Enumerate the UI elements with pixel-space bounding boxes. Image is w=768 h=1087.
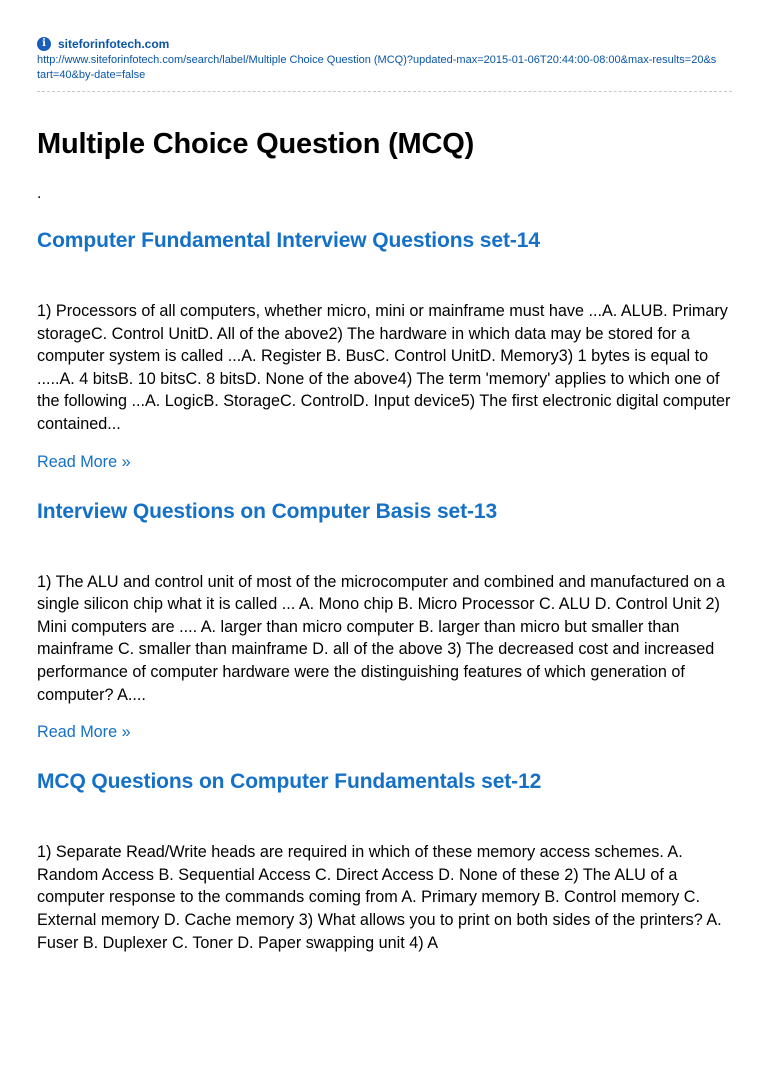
source-url[interactable]: http://www.siteforinfotech.com/search/label/Multiple Choice Question (MCQ)?updated-max=2015-01-06T20:44:00-08:00&max-results=20&start=40&by-date=false [37,54,717,81]
post-excerpt: 1) Processors of all computers, whether micro, mini or mainframe must have ...A. ALUB. Primary storageC. Control UnitD. All of the above2) The hardware in which data may be stored for a computer system is called ...A. Register B. BusC. Control UnitD. Memory3) 1 bytes is equal to .....A. 4 bitsB. 10 bitsC. 8 bitsD. None of the above4) The term 'memory' applies to which one of the following ...A. LogicB. StorageC. ControlD. Input device5) The first electronic digital computer contained... [37,302,731,433]
document-page [37,36,737,954]
separator-dot: . [37,185,42,202]
post-title[interactable]: Interview Questions on Computer Basis set-13 [37,499,498,523]
page-title: Multiple Choice Question (MCQ) [37,128,475,160]
post-item [37,769,737,954]
info-icon: i [37,37,51,51]
read-more-link[interactable]: Read More » [37,723,131,742]
post-item [37,499,737,744]
header-divider [37,91,732,92]
post-title[interactable]: MCQ Questions on Computer Fundamentals set-12 [37,770,542,794]
source-header [37,36,737,52]
site-name[interactable]: siteforinfotech.com [58,37,170,51]
post-excerpt: 1) Separate Read/Write heads are required in which of these memory access schemes. A. Random Access B. Sequential Access C. Direct Access D. None of these 2) The ALU of a computer response to the commands coming from A. Primary memory B. Control memory C. External memory D. Cache memory 3) What allows you to print on both sides of the printers? A. Fuser B. Duplexer C. Toner D. Paper swapping unit 4) A [37,843,722,952]
read-more-link[interactable]: Read More » [37,452,131,471]
post-excerpt: 1) The ALU and control unit of most of the microcomputer and combined and manufactured on a single silicon chip what it is called ... A. Mono chip B. Micro Processor C. ALU D. Control Unit 2) Mini computers are .... A. larger than micro computer B. larger than micro but smaller than mainframe C. smaller than mainframe D. all of the above 3) The decreased cost and increased performance of computer hardware were the distinguishing features of which generation of computer? A.... [37,572,726,704]
post-title[interactable]: Computer Fundamental Interview Questions set-14 [37,229,540,252]
post-item [37,228,737,473]
